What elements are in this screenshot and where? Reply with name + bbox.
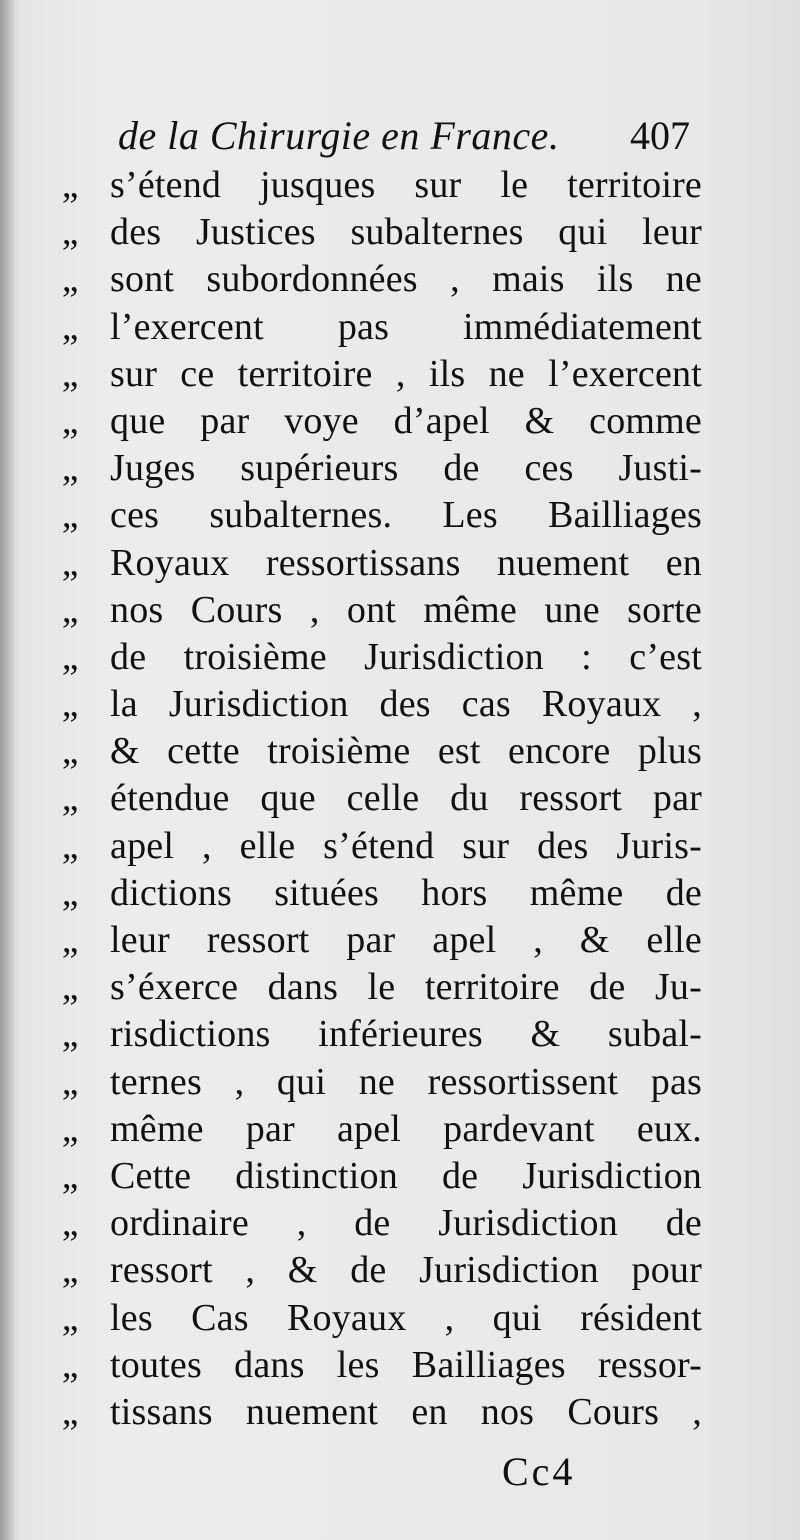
quotation-mark: ,, — [62, 494, 77, 537]
text-line — [62, 1153, 702, 1200]
quotation-mark: ,, — [62, 399, 77, 442]
text-line — [62, 1295, 702, 1342]
page-number: 407 — [630, 113, 690, 158]
spine-shadow — [0, 0, 14, 1540]
quotation-mark: ,, — [62, 1107, 77, 1150]
text-line — [62, 1247, 702, 1294]
text-line — [62, 209, 702, 256]
quotation-mark: ,, — [62, 1343, 77, 1386]
quotation-mark: ,, — [62, 683, 77, 726]
line-text: leur ressort par apel , & elle — [110, 919, 702, 961]
line-text: sur ce territoire , ils ne l’exercent — [110, 352, 702, 395]
text-line — [62, 1106, 702, 1153]
line-text: nos Cours , ont même une sorte — [110, 588, 702, 631]
quotation-mark: ,, — [62, 871, 77, 914]
quotation-mark: ,, — [62, 1390, 77, 1433]
text-line — [62, 775, 702, 822]
line-text: sont subordonnées , mais ils ne — [110, 258, 702, 301]
text-line — [62, 256, 702, 303]
quotation-mark: ,, — [62, 258, 77, 301]
line-text: de troisième Jurisdiction : c’est — [110, 635, 702, 678]
line-text: Royaux ressortissans nuement en — [110, 541, 702, 584]
line-text: s’éxerce dans le territoire de Ju- — [110, 966, 702, 1009]
line-text: & cette troisième est encore plus — [110, 730, 702, 773]
quotation-mark: ,, — [62, 1060, 77, 1103]
quotation-mark: ,, — [62, 447, 77, 490]
line-text: tissans nuement en nos Cours , — [110, 1390, 702, 1433]
line-text: risdictions inférieures & subal- — [110, 1013, 702, 1056]
quotation-mark: ,, — [62, 211, 77, 254]
quotation-mark: ,, — [62, 352, 77, 395]
quotation-mark: ,, — [62, 1249, 77, 1292]
line-text: Juges supérieurs de ces Justi- — [110, 447, 702, 490]
line-text: étendue que celle du ressort par — [110, 777, 702, 820]
line-text: l’exercent pas immédiatement — [110, 305, 702, 348]
line-text: la Jurisdiction des cas Royaux , — [110, 683, 702, 726]
text-line — [62, 681, 702, 728]
text-line — [62, 1200, 702, 1247]
text-line — [62, 445, 702, 492]
line-text: s’étend jusques sur le territoire — [110, 164, 702, 206]
quotation-mark: ,, — [62, 1013, 77, 1056]
quotation-mark: ,, — [62, 730, 77, 773]
line-text: même par apel pardevant eux. — [110, 1107, 702, 1150]
line-text: que par voye d’apel & comme — [110, 399, 702, 442]
quotation-mark: ,, — [62, 1154, 77, 1197]
text-line — [62, 540, 702, 587]
line-text: ordinaire , de Jurisdiction de — [110, 1202, 702, 1245]
quotation-mark: ,, — [62, 1202, 77, 1245]
text-line — [62, 587, 702, 634]
line-text: Cette distinction de Jurisdiction — [110, 1154, 702, 1197]
text-line — [62, 351, 702, 398]
line-text: ternes , qui ne ressortissent pas — [110, 1060, 702, 1103]
line-text: les Cas Royaux , qui résident — [110, 1296, 702, 1339]
quotation-mark: ,, — [62, 966, 77, 1009]
line-text: ces subalternes. Les Bailliages — [110, 494, 702, 537]
text-line — [62, 492, 702, 539]
text-line — [62, 917, 702, 964]
quotation-mark: ,, — [62, 541, 77, 584]
text-line — [62, 634, 702, 681]
text-line — [62, 1342, 702, 1389]
line-text: toutes dans les Bailliages ressor- — [110, 1343, 702, 1386]
text-line — [62, 964, 702, 1011]
text-line — [62, 162, 702, 209]
line-text: dictions situées hors même de — [110, 871, 702, 914]
quotation-mark: ,, — [62, 919, 77, 961]
line-text: ressort , & de Jurisdiction pour — [110, 1249, 702, 1292]
body-text — [62, 162, 702, 1436]
text-line — [62, 304, 702, 351]
quotation-mark: ,, — [62, 824, 77, 867]
text-line — [62, 1011, 702, 1058]
quotation-mark: ,, — [62, 588, 77, 631]
quotation-mark: ,, — [62, 305, 77, 348]
quotation-mark: ,, — [62, 777, 77, 820]
text-line — [62, 823, 702, 870]
quotation-mark: ,, — [62, 164, 77, 206]
text-line — [62, 728, 702, 775]
text-line — [62, 398, 702, 445]
line-text: apel , elle s’étend sur des Juris- — [110, 824, 702, 867]
running-title: de la Chirurgie en France. — [118, 113, 560, 158]
line-text: des Justices subalternes qui leur — [110, 211, 702, 254]
quotation-mark: ,, — [62, 1296, 77, 1339]
text-line — [62, 870, 702, 917]
text-line — [62, 1059, 702, 1106]
quotation-mark: ,, — [62, 635, 77, 678]
text-line — [62, 1389, 702, 1436]
signature-mark: Cc4 — [502, 1449, 576, 1494]
